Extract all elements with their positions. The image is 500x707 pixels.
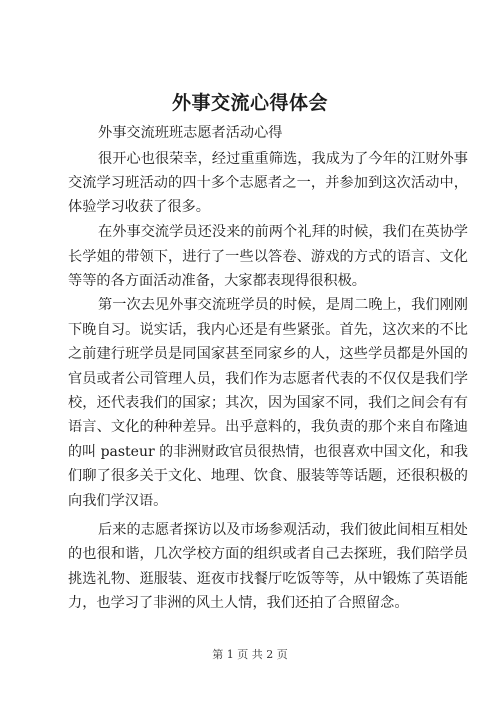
paragraph-line: 向我们学汉语。 <box>68 493 168 509</box>
paragraph-line: 挑选礼物、逛服装、逛夜市找餐厅吃饭等等，从中锻炼了英语能 <box>68 571 468 587</box>
paragraph-line: 后来的志愿者探访以及市场参观活动，我们彼此间相互相处 <box>98 522 468 538</box>
paragraph-line: 们聊了很多关于文化、地理、饮食、服装等等话题，还很积极的 <box>68 468 468 484</box>
paragraph-line: 等等的各方面活动准备，大家都表现得很积极。 <box>68 273 366 289</box>
paragraph-line: 语言、文化的种种差异。出乎意料的，我负责的那个来自布隆迪 <box>68 419 468 435</box>
paragraph-line: 第一次去见外事交流班学员的时候，是周二晚上，我们刚刚 <box>98 297 468 313</box>
paragraph-line: 力，也学习了非洲的风土人情，我们还拍了合照留念。 <box>68 595 409 611</box>
paragraph-line: 体验学习收获了很多。 <box>68 199 210 215</box>
paragraph-line: 的叫 pasteur 的非洲财政官员很热情，也很喜欢中国文化，和我 <box>68 444 468 460</box>
paragraph-line: 很开心也很荣幸，经过重重筛选，我成为了今年的江财外事 <box>98 151 468 167</box>
paragraph-line: 在外事交流学员还没来的前两个礼拜的时候，我们在英协学 <box>98 224 468 240</box>
paragraph-line: 下晚自习。说实话，我内心还是有些紧张。首先，这次来的不比 <box>68 322 468 338</box>
paragraph-line: 校，还代表我们的国家；其次，因为国家不同，我们之间会有有 <box>68 395 468 411</box>
paragraph-line: 之前建行班学员是同国家甚至同家乡的人，这些学员都是外国的 <box>68 346 468 362</box>
paragraph-line: 长学姐的带领下，进行了一些以答卷、游戏的方式的语言、文化 <box>68 249 468 265</box>
document-title: 外事交流心得体会 <box>171 92 328 114</box>
paragraph-line: 官员或者公司管理人员，我们作为志愿者代表的不仅仅是我们学 <box>68 371 468 387</box>
page-number-footer: 第 1 页 共 2 页 <box>212 648 288 661</box>
document-subtitle: 外事交流班班志愿者活动心得 <box>98 125 283 141</box>
paragraph-line: 交流学习班活动的四十多个志愿者之一，并参加到这次活动中， <box>68 175 468 191</box>
paragraph-line: 的也很和谐，几次学校方面的组织或者自己去探班，我们陪学员 <box>68 546 468 562</box>
